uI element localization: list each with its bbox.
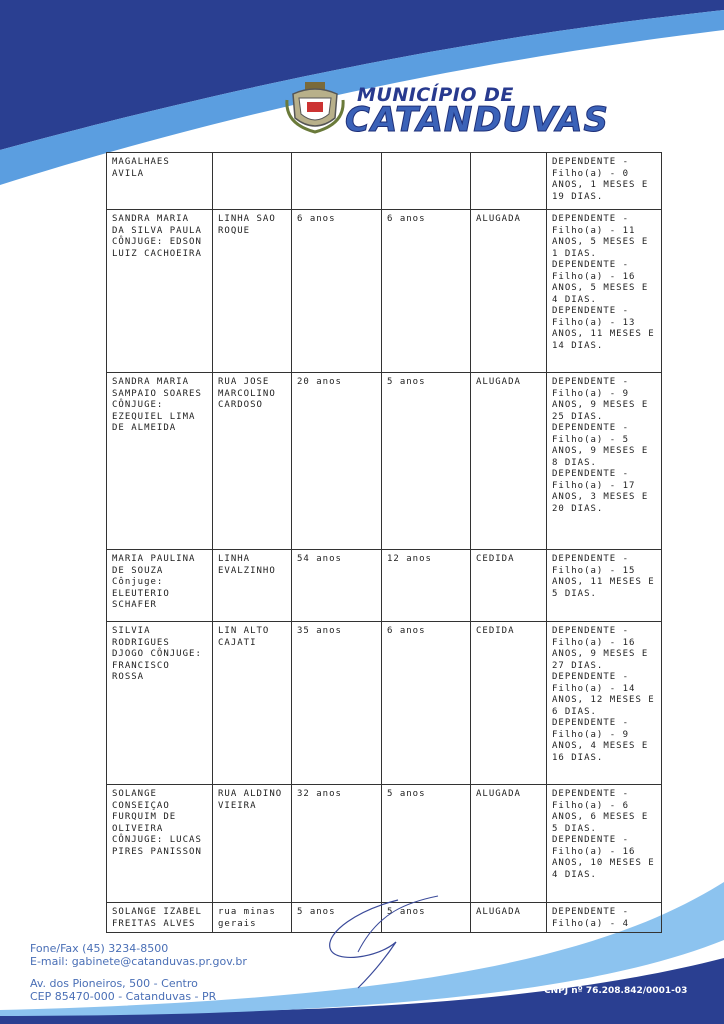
- cell-dependents: DEPENDENTE - Filho(a) - 0 ANOS, 1 MESES E 19 DIAS.: [547, 153, 662, 210]
- cell-address: RUA JOSE MARCOLINO CARDOSO: [213, 373, 292, 550]
- footer-phone: Fone/Fax (45) 3234-8500: [30, 942, 169, 955]
- cell-time: 5 anos: [382, 903, 471, 933]
- table-row: [107, 153, 662, 210]
- cell-residence-time: 54 anos: [292, 550, 382, 622]
- cell-dependents: DEPENDENTE - Filho(a) - 16 ANOS, 9 MESES E 27 DIAS. DEPENDENTE - Filho(a) - 14 ANOS, 12 MESES E 6 DIAS. DEPENDENTE - Filho(a) - 9 ANOS, 4 MESES E 16 DIAS.: [547, 622, 662, 785]
- cell-residence-time: 35 anos: [292, 622, 382, 785]
- cell-dependents: DEPENDENTE - Filho(a) - 11 ANOS, 5 MESES E 1 DIAS. DEPENDENTE - Filho(a) - 16 ANOS, 5 MESES E 4 DIAS. DEPENDENTE - Filho(a) - 13 ANOS, 11 MESES E 14 DIAS.: [547, 210, 662, 373]
- cell-time: 5 anos: [382, 373, 471, 550]
- cell-residence-time: 32 anos: [292, 785, 382, 903]
- table-row: [107, 785, 662, 903]
- cell-name: SOLANGE CONSEIÇAO FURQUIM DE OLIVEIRA CÔNJUGE: LUCAS PIRES PANISSON: [107, 785, 213, 903]
- cell-housing: ALUGADA: [471, 903, 547, 933]
- cell-name: SOLANGE IZABEL FREITAS ALVES: [107, 903, 213, 933]
- cell-name: MARIA PAULINA DE SOUZA Cônjuge: ELEUTERIO SCHAFER: [107, 550, 213, 622]
- cell-housing: ALUGADA: [471, 785, 547, 903]
- table-row: [107, 373, 662, 550]
- cell-time: 12 anos: [382, 550, 471, 622]
- cell-address: LIN ALTO CAJATI: [213, 622, 292, 785]
- cell-dependents: DEPENDENTE - Filho(a) - 4: [547, 903, 662, 933]
- footer-email: E-mail: gabinete@catanduvas.pr.gov.br: [30, 955, 247, 968]
- table-row: [107, 550, 662, 622]
- logo-title-top: MUNICÍPIO DE: [357, 84, 514, 106]
- cell-address: rua minas gerais: [213, 903, 292, 933]
- cell-name: SANDRA MARIA DA SILVA PAULA CÔNJUGE: EDSON LUIZ CACHOEIRA: [107, 210, 213, 373]
- cell-name: MAGALHAES AVILA: [107, 153, 213, 210]
- coat-of-arms-icon: [285, 80, 345, 136]
- footer-cnpj: CNPJ nº 76.208.842/0001-03: [544, 986, 688, 996]
- beneficiary-table: [106, 152, 662, 933]
- cell-dependents: DEPENDENTE - Filho(a) - 15 ANOS, 11 MESES E 5 DIAS.: [547, 550, 662, 622]
- cell-time: 5 anos: [382, 785, 471, 903]
- footer-address: Av. dos Pioneiros, 500 - Centro: [30, 977, 198, 990]
- handwritten-signature: [318, 892, 458, 992]
- cell-dependents: DEPENDENTE - Filho(a) - 9 ANOS, 9 MESES E 25 DIAS. DEPENDENTE - Filho(a) - 5 ANOS, 9 MESES E 8 DIAS. DEPENDENTE - Filho(a) - 17 ANOS, 3 MESES E 20 DIAS.: [547, 373, 662, 550]
- table-row: [107, 622, 662, 785]
- cell-dependents: DEPENDENTE - Filho(a) - 6 ANOS, 6 MESES E 5 DIAS. DEPENDENTE - Filho(a) - 16 ANOS, 10 MESES E 4 DIAS.: [547, 785, 662, 903]
- cell-name: SANDRA MARIA SAMPAIO SOARES CÔNJUGE: EZEQUIEL LIMA DE ALMEIDA: [107, 373, 213, 550]
- cell-address: RUA ALDINO VIEIRA: [213, 785, 292, 903]
- cell-housing: CEDIDA: [471, 622, 547, 785]
- cell-address: LINHA EVALZINHO: [213, 550, 292, 622]
- table-row: [107, 210, 662, 373]
- cell-housing: ALUGADA: [471, 210, 547, 373]
- municipality-logo: [285, 80, 665, 138]
- cell-address: LINHA SAO ROQUE: [213, 210, 292, 373]
- cell-housing: ALUGADA: [471, 373, 547, 550]
- cell-residence-time: [292, 153, 382, 210]
- cell-residence-time: 5 anos: [292, 903, 382, 933]
- cell-time: 6 anos: [382, 622, 471, 785]
- cell-residence-time: 6 anos: [292, 210, 382, 373]
- cell-address: [213, 153, 292, 210]
- cell-housing: CEDIDA: [471, 550, 547, 622]
- footer-cep: CEP 85470-000 - Catanduvas - PR: [30, 990, 217, 1003]
- cell-time: [382, 153, 471, 210]
- logo-title-main: CATANDUVAS: [345, 100, 609, 140]
- cell-residence-time: 20 anos: [292, 373, 382, 550]
- cell-time: 6 anos: [382, 210, 471, 373]
- cell-name: SILVIA RODRIGUES DJOGO CÔNJUGE: FRANCISCO ROSSA: [107, 622, 213, 785]
- cell-housing: [471, 153, 547, 210]
